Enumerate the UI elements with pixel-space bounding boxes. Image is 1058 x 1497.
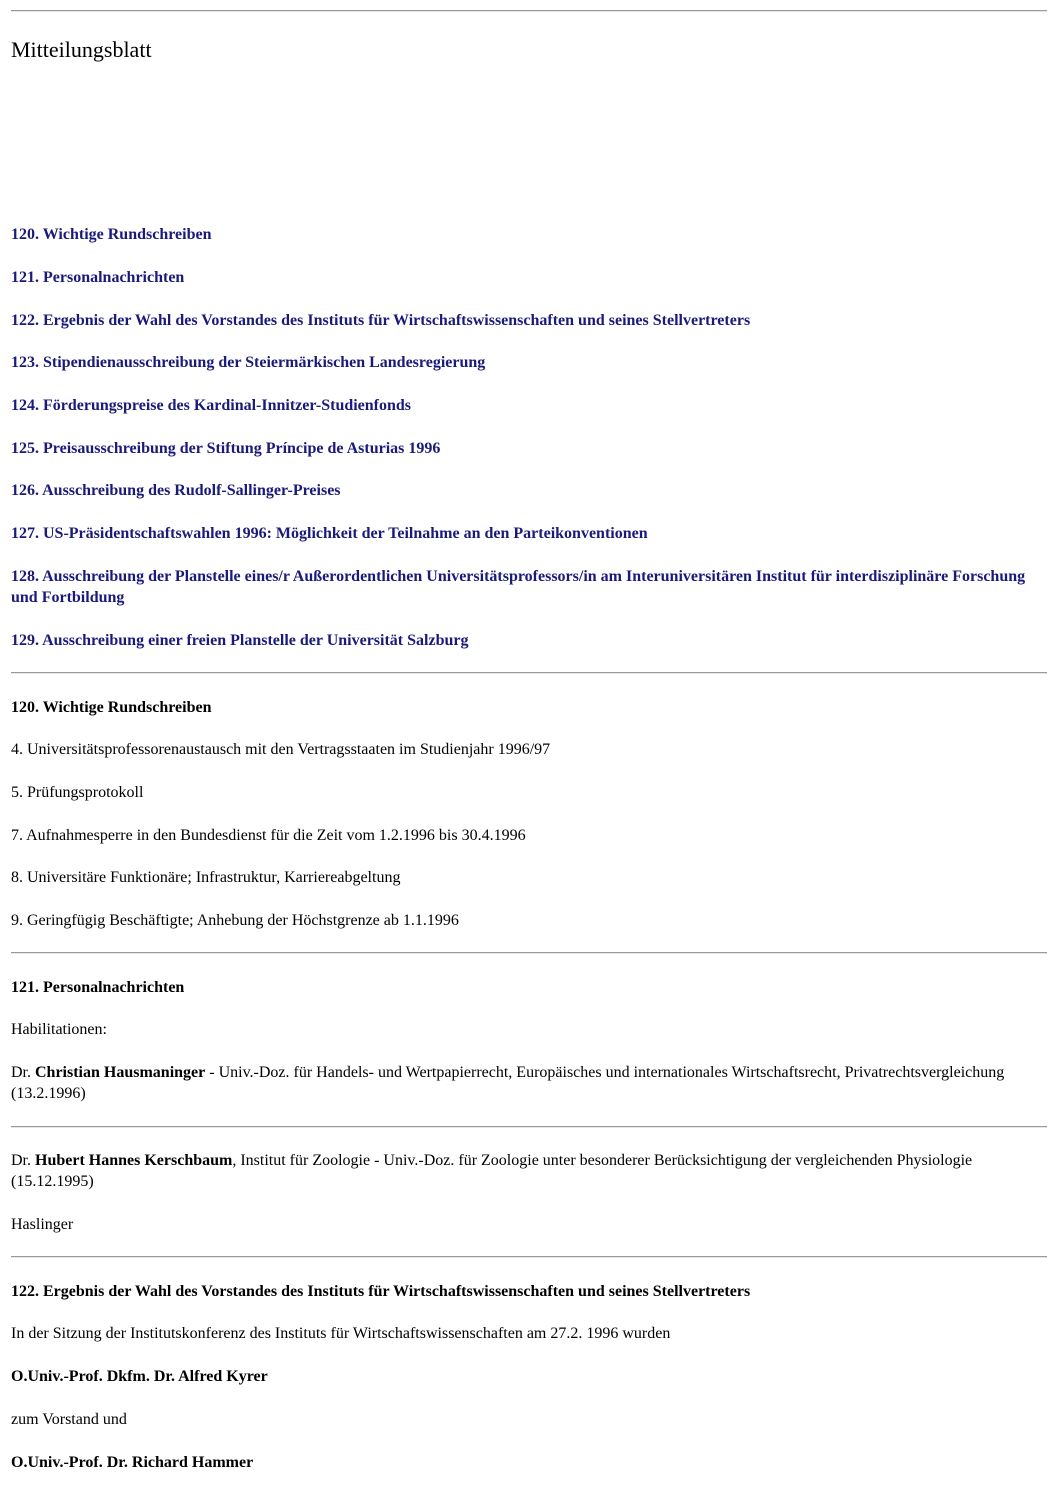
habilitation-entry [11,1062,1041,1104]
toc-item-124[interactable] [11,395,1041,416]
toc-link-127[interactable]: 127. US-Präsidentschaftswahlen 1996: Möglichkeit der Teilnahme an den Parteikonventionen [11,525,648,542]
elected-role: zum Vorstand und [11,1411,127,1428]
toc-link-129[interactable]: 129. Ausschreibung einer freien Planstelle der Universität Salzburg [11,632,469,649]
toc-item-123[interactable] [11,352,1041,373]
election-intro: In der Sitzung der Institutskonferenz des Instituts für Wirtschaftswissenschaften am 27.2. 1996 wurden [11,1325,671,1342]
toc-item-125[interactable] [11,438,1041,459]
section-121-heading: 121. Personalnachrichten [11,979,185,996]
section-divider [11,672,1047,674]
person-name: Christian Hausmaninger [35,1064,206,1081]
circular-item: 9. Geringfügig Beschäftigte; Anhebung der Höchstgrenze ab 1.1.1996 [11,912,459,929]
top-rule [11,10,1047,12]
toc-link-128[interactable]: 128. Ausschreibung der Planstelle eines/r Außerordentlichen Universitätsprofessors/in am Interuniversitären Institut für interdisziplinäre Forschung und Fortbildung [11,568,1026,606]
section-122-heading: 122. Ergebnis der Wahl des Vorstandes des Instituts für Wirtschaftswissenschaften und seines Stellvertreters [11,1283,751,1300]
section-divider [11,1256,1047,1258]
elected-person: O.Univ.-Prof. Dkfm. Dr. Alfred Kyrer [11,1368,268,1385]
circular-item: 8. Universitäre Funktionäre; Infrastruktur, Karriereabgeltung [11,869,401,886]
toc-item-122[interactable] [11,310,1041,331]
habilitation-entry [11,1150,1041,1192]
entry-text: , Institut für Zoologie - Univ.-Doz. für Zoologie unter besonderer Berücksichtigung der vergleichenden Physiologie (15.12.1995) [11,1152,973,1190]
circular-item: 5. Prüfungsprotokoll [11,784,144,801]
toc-link-121[interactable]: 121. Personalnachrichten [11,269,185,286]
habilitations-label: Habilitationen: [11,1021,107,1038]
entry-divider [11,1126,1047,1128]
toc-link-123[interactable]: 123. Stipendienausschreibung der Steiermärkischen Landesregierung [11,354,486,371]
toc-item-129[interactable] [11,630,1041,651]
circular-item: 7. Aufnahmesperre in den Bundesdienst für die Zeit vom 1.2.1996 bis 30.4.1996 [11,827,526,844]
entry-prefix: Dr. [11,1152,35,1169]
circular-item: 4. Universitätsprofessorenaustausch mit den Vertragsstaaten im Studienjahr 1996/97 [11,741,551,758]
toc-link-120[interactable]: 120. Wichtige Rundschreiben [11,226,212,243]
toc-link-125[interactable]: 125. Preisausschreibung der Stiftung Príncipe de Asturias 1996 [11,440,441,457]
signature: Haslinger [11,1216,74,1233]
toc-item-121[interactable] [11,267,1041,288]
toc-link-126[interactable]: 126. Ausschreibung des Rudolf-Sallinger-Preises [11,482,341,499]
section-120-heading: 120. Wichtige Rundschreiben [11,699,212,716]
section-divider [11,952,1047,954]
toc-link-122[interactable]: 122. Ergebnis der Wahl des Vorstandes des Instituts für Wirtschaftswissenschaften und seines Stellvertreters [11,312,751,329]
entry-prefix: Dr. [11,1064,35,1081]
toc-item-128[interactable] [11,566,1041,608]
toc-item-126[interactable] [11,480,1041,501]
elected-person: O.Univ.-Prof. Dr. Richard Hammer [11,1454,254,1471]
person-name: Hubert Hannes Kerschbaum [35,1152,233,1169]
toc-link-124[interactable]: 124. Förderungspreise des Kardinal-Innitzer-Studienfonds [11,397,412,414]
toc-item-127[interactable] [11,523,1041,544]
page-title: Mitteilungsblatt [11,37,152,62]
toc-item-120[interactable] [11,224,1041,245]
entry-text: - Univ.-Doz. für Handels- und Wertpapierrecht, Europäisches und internationales Wirtschaftsrecht, Privatrechtsvergleichung (13.2.1996) [11,1064,1005,1102]
